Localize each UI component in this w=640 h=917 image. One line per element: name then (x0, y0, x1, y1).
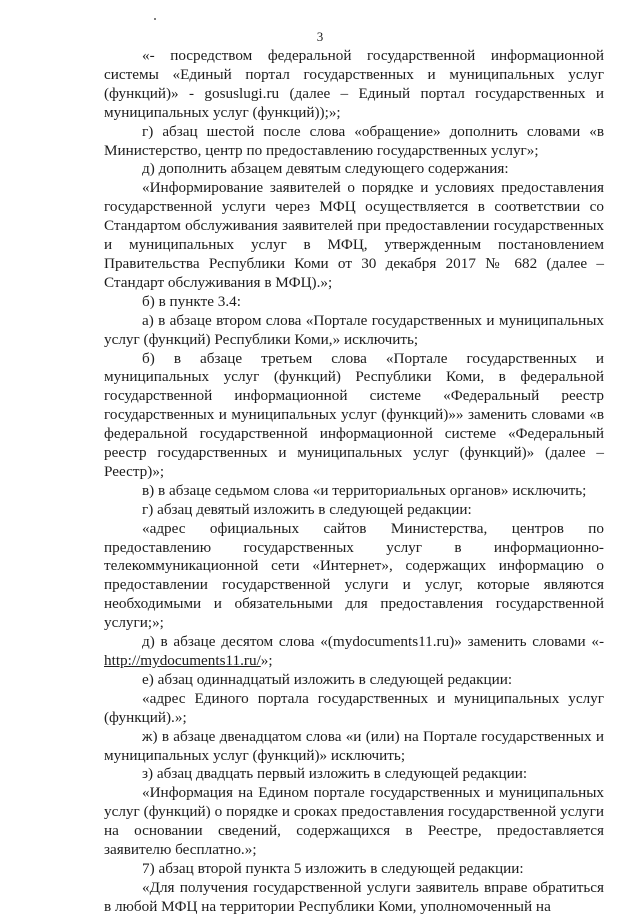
paragraph-17: «Для получения государственной услуги заявитель вправе обратиться в любой МФЦ на территории Республики Коми, уполномоченный на (104, 878, 604, 915)
paragraph-11: е) абзац одиннадцатый изложить в следующей редакции: (142, 670, 513, 688)
paragraph-d-mydocuments (104, 633, 604, 671)
paragraph-d-text-before: д) в абзаце десятом слова «(mydocuments11.ru)» заменить словами «- (142, 633, 604, 651)
paragraph-14: з) абзац двадцать первый изложить в следующей редакции: (142, 765, 528, 783)
paragraph-3: д) дополнить абзацем девятым следующего содержания: (142, 160, 509, 178)
paragraph-7: б) в абзаце третьем слова «Портале государственных и муниципальных услуг (функций) Республики Коми, в федеральной государственной информационной системе «Федеральный реестр государственных и муниципальных услуг (функций)»» заменить словами «в федеральной государственной информационной системе «Федеральный реестр государственных и муниципальных услуг (функций)» (далее – Реестр)»; (104, 349, 604, 480)
document-body (104, 47, 604, 917)
paragraph-16: 7) абзац второй пункта 5 изложить в следующей редакции: (142, 859, 524, 877)
paragraph-d-text-after: »; (260, 652, 273, 669)
paragraph-1: «- посредством федеральной государственной информационной системы «Единый портал государственных и муниципальных услуг (функций)» - gosuslugi.ru (далее – Единый портал государственных и муниципальных услуг (функций));»; (104, 47, 604, 121)
paragraph-15: «Информация на Едином портале государственных и муниципальных услуг (функций) о порядке и сроках предоставления государственной услуги на основании сведений, содержащихся в Реестре, предоставляется заявителю бесплатно.»; (104, 784, 604, 859)
page-number: 3 (316, 29, 324, 44)
paragraph-12: «адрес Единого портала государственных и муниципальных услуг (функций).»; (104, 689, 604, 726)
paragraph-8: в) в абзаце седьмом слова «и территориальных органов» исключить; (142, 481, 587, 499)
paragraph-4: «Информирование заявителей о порядке и условиях предоставления государственной услуги через МФЦ осуществляется в соответствии со Стандартом обслуживания заявителей при предоставлении государственных и муниципальных услуг в МФЦ, утвержденным постановлением Правительства Республики Коми от 30 декабря 2017 № 682 (далее – Стандарт обслуживания в МФЦ).»; (104, 179, 604, 291)
paragraph-6: а) в абзаце втором слова «Портале государственных и муниципальных услуг (функций) Республики Коми,» исключить; (104, 311, 604, 348)
scan-speck (154, 18, 156, 20)
mydocuments-link[interactable]: http://mydocuments11.ru/ (104, 652, 261, 669)
paragraph-5: б) в пункте 3.4: (142, 292, 241, 310)
paragraph-9: г) абзац девятый изложить в следующей редакции: (142, 500, 472, 518)
paragraph-13: ж) в абзаце двенадцатом слова «и (или) на Портале государственных и муниципальных услуг (функций)» исключить; (104, 727, 604, 764)
paragraph-2: г) абзац шестой после слова «обращение» дополнить словами «в Министерство, центр по предоставлению государственных услуг»; (104, 122, 604, 159)
paragraph-10: «адрес официальных сайтов Министерства, центров по предоставлению государственных услуг в информационно-телекоммуникационной сети «Интернет», содержащих информацию о предоставлении государственной услуги и услуг, которые являются необходимыми и обязательными для предоставления государственной услуги;»; (104, 519, 604, 632)
